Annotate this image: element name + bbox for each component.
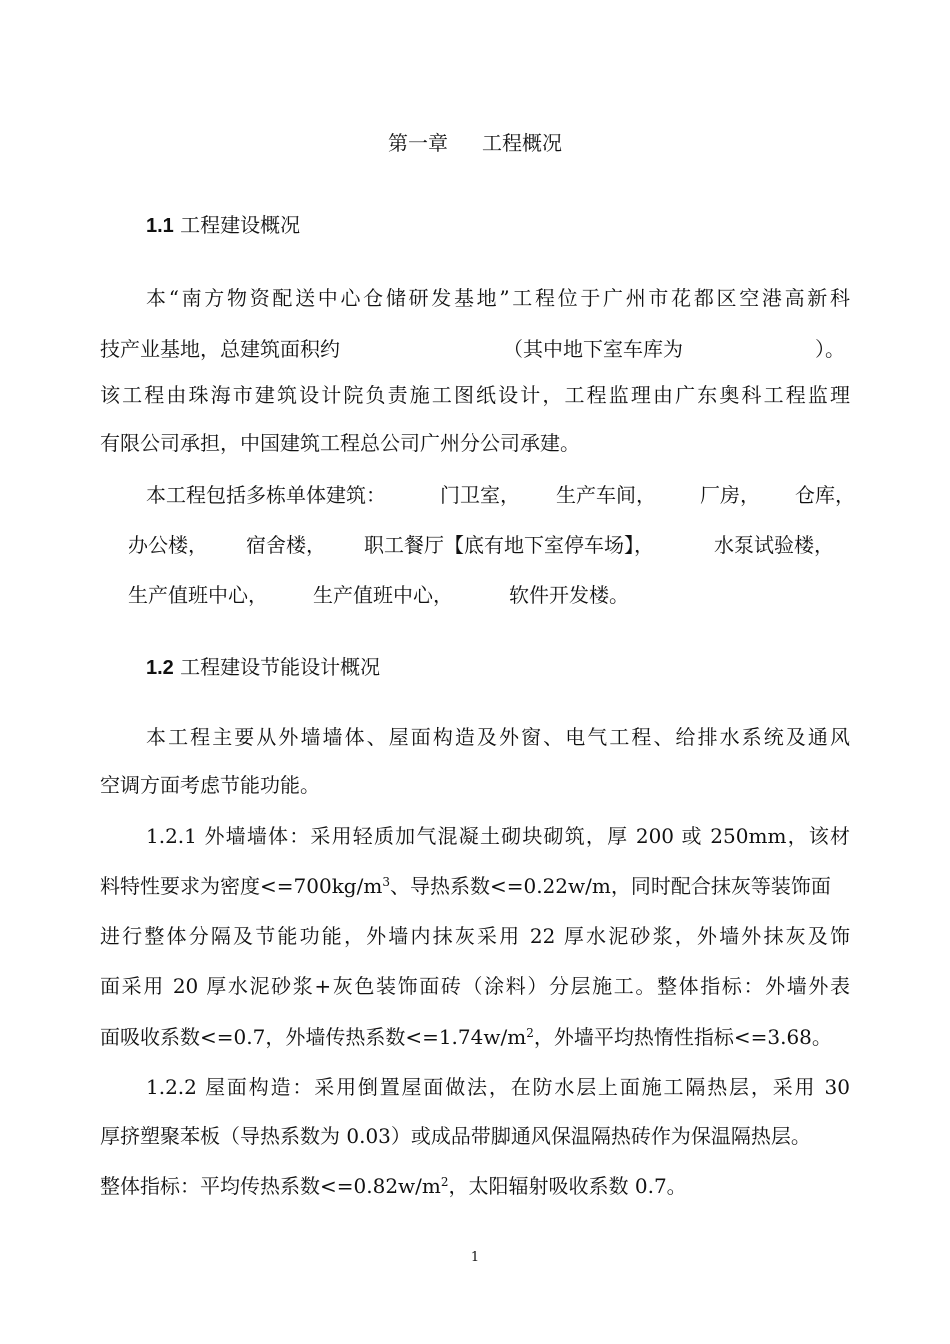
text-fragment: 整体指标：平均传热系数<=0.82w/m (100, 1174, 441, 1198)
section-title: 工程建设概况 (180, 213, 301, 237)
superscript: 2 (440, 1175, 449, 1189)
paragraph-line: 空调方面考虑节能功能。 (100, 773, 320, 797)
building-item: 办公楼， (128, 533, 208, 557)
text-fragment: ）。 (815, 337, 845, 361)
text-fragment: 技产业基地，总建筑面积约 (100, 337, 340, 361)
paragraph-line: 1.2.2 屋面构造：采用倒置屋面做法，在防水层上面施工隔热层，采用 30 (146, 1075, 850, 1099)
paragraph-line: 该工程由珠海市建筑设计院负责施工图纸设计，工程监理由广东奥科工程监理 (100, 383, 850, 407)
paragraph-line (100, 873, 850, 899)
text-fragment: ，外墙平均热惰性指标<=3.68。 (533, 1025, 832, 1049)
chapter-title: 工程概况 (482, 131, 562, 155)
section-number: 1.2 (146, 657, 174, 679)
building-item: 宿舍楼， (246, 533, 326, 557)
section-title: 工程建设节能设计概况 (180, 655, 381, 679)
building-item: 仓库， (795, 483, 855, 507)
text-fragment (100, 873, 831, 899)
paragraph-line: 厚挤塑聚苯板（导热系数为 0.03）或成品带脚通风保温隔热砖作为保温隔热层。 (100, 1124, 811, 1148)
text-fragment: ，太阳辐射吸收系数 0.7。 (448, 1174, 687, 1198)
building-item: 门卫室， (440, 483, 520, 507)
paragraph-line: 进行整体分隔及节能功能，外墙内抹灰采用 22 厚水泥砂浆，外墙外抹灰及饰 (100, 924, 850, 948)
section-1-2-heading (146, 654, 380, 681)
text-fragment: （其中地下室车库为 (503, 337, 683, 361)
building-item: 生产值班中心， (313, 583, 453, 607)
building-item: 生产值班中心， (128, 583, 268, 607)
chapter-label: 第一章 (388, 131, 448, 155)
paragraph-line: 有限公司承担，中国建筑工程总公司广州分公司承建。 (100, 431, 580, 455)
paragraph-line: 本“南方物资配送中心仓储研发基地”工程位于广州市花都区空港高新科 (146, 286, 850, 310)
text-fragment: 、导热系数<=0.22w/m，同时配合抹灰等装饰面 (389, 874, 831, 898)
building-item: 厂房， (700, 483, 760, 507)
paragraph-line: 面采用 20 厚水泥砂浆+灰色装饰面砖（涂料）分层施工。整体指标：外墙外表 (100, 974, 850, 998)
superscript: 2 (526, 1026, 534, 1040)
building-item: 软件开发楼。 (509, 583, 629, 607)
paragraph-line (100, 1173, 687, 1199)
paragraph-line (100, 1024, 832, 1050)
building-item: 职工餐厅【底有地下室停车场】， (364, 533, 654, 557)
building-item: 水泵试验楼， (714, 533, 834, 557)
superscript: 3 (382, 875, 390, 889)
paragraph-line: 本工程主要从外墙墙体、屋面构造及外窗、电气工程、给排水系统及通风 (146, 725, 850, 749)
paragraph-line (100, 336, 340, 362)
paragraph-line: 1.2.1 外墙墙体：采用轻质加气混凝土砌块砌筑，厚 200 或 250mm，该材 (146, 824, 850, 848)
chapter-heading (0, 130, 950, 156)
building-list-intro: 本工程包括多栋单体建筑： (146, 483, 386, 507)
text-fragment: 面吸收系数<=0.7，外墙传热系数<=1.74w/m (100, 1025, 527, 1049)
section-1-1-heading (146, 212, 300, 239)
building-item: 生产车间， (556, 483, 656, 507)
section-number: 1.1 (146, 215, 174, 237)
text-fragment: 料特性要求为密度<=700kg/m (100, 874, 383, 898)
page-number: 1 (470, 1250, 480, 1265)
